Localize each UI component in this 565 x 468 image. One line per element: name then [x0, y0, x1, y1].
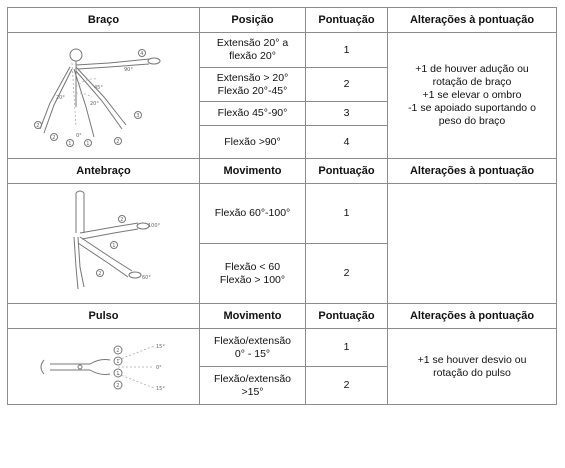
svg-text:1: 1: [67, 140, 71, 147]
wrist-score-header: Pontuação: [306, 304, 388, 329]
wrist-positions-figure: [14, 330, 194, 404]
svg-text:0°: 0°: [155, 364, 162, 371]
arm-row-1-score: 1: [306, 33, 388, 68]
arm-row-1-position: Extensão 20° a flexão 20°: [200, 33, 306, 68]
forearm-adjustments-header: Alterações à pontuação: [388, 159, 557, 184]
wrist-adjustments-header: Alterações à pontuação: [388, 304, 557, 329]
arm-row-4-score: 4: [306, 126, 388, 159]
svg-text:4: 4: [139, 50, 143, 57]
wrist-movement-header: Movimento: [200, 304, 306, 329]
forearm-row-1-movement: Flexão 60°-100°: [200, 184, 306, 244]
svg-text:1: 1: [115, 358, 119, 365]
arm-position-header: Posição: [200, 8, 306, 33]
forearm-header-row: [8, 159, 557, 184]
wrist-row-1-score: 1: [306, 329, 388, 367]
svg-text:20°: 20°: [89, 100, 99, 107]
forearm-row-1-score: 1: [306, 184, 388, 244]
forearm-segment-header: Antebraço: [8, 159, 200, 184]
wrist-row-1-movement: Flexão/extensão 0° - 15°: [200, 329, 306, 367]
arm-row-2-score: 2: [306, 68, 388, 102]
svg-text:15°: 15°: [155, 385, 165, 392]
wrist-adjustments: +1 se houver desvio ou rotação do pulso: [388, 329, 557, 405]
wrist-header-row: [8, 304, 557, 329]
svg-text:2: 2: [97, 270, 101, 277]
svg-text:2: 2: [115, 347, 119, 354]
rula-score-table: [7, 7, 557, 405]
wrist-row-2-score: 2: [306, 367, 388, 405]
forearm-movement-header: Movimento: [200, 159, 306, 184]
upper-arm-positions-figure: [14, 37, 194, 155]
svg-text:1: 1: [111, 242, 115, 249]
forearm-adjustments: [388, 184, 557, 304]
svg-text:90°: 90°: [123, 66, 133, 73]
svg-text:2: 2: [35, 122, 39, 129]
arm-row-3-score: 3: [306, 102, 388, 126]
table-row: [8, 33, 557, 68]
svg-text:1: 1: [85, 140, 89, 147]
arm-segment-header: Braço: [8, 8, 200, 33]
wrist-segment-header: Pulso: [8, 304, 200, 329]
svg-text:0°: 0°: [75, 132, 82, 139]
svg-text:1: 1: [115, 370, 119, 377]
arm-row-4-position: Flexão >90°: [200, 126, 306, 159]
table-row: [8, 184, 557, 244]
arm-adjustments: +1 de houver adução ou rotação de braço +1 se elevar o ombro -1 se apoiado suportando o peso do braço: [388, 33, 557, 159]
svg-text:60°: 60°: [141, 274, 151, 281]
forearm-row-2-score: 2: [306, 244, 388, 304]
arm-header-row: [8, 8, 557, 33]
svg-text:100°: 100°: [147, 222, 160, 229]
svg-text:15°: 15°: [155, 343, 165, 350]
wrist-row-2-movement: Flexão/extensão >15°: [200, 367, 306, 405]
arm-row-3-position: Flexão 45°-90°: [200, 102, 306, 126]
forearm-score-header: Pontuação: [306, 159, 388, 184]
arm-row-2-position: Extensão > 20° Flexão 20°-45°: [200, 68, 306, 102]
forearm-figure-cell: [8, 184, 200, 304]
arm-adjustments-header: Alterações à pontuação: [388, 8, 557, 33]
arm-score-header: Pontuação: [306, 8, 388, 33]
table-row: [8, 329, 557, 367]
forearm-row-2-movement: Flexão < 60 Flexão > 100°: [200, 244, 306, 304]
svg-text:20°: 20°: [55, 94, 65, 101]
wrist-figure-cell: [8, 329, 200, 405]
svg-text:2: 2: [51, 134, 55, 141]
svg-text:2: 2: [119, 216, 123, 223]
svg-text:2: 2: [115, 382, 119, 389]
svg-text:2: 2: [115, 138, 119, 145]
arm-figure-cell: [8, 33, 200, 159]
svg-text:45°: 45°: [93, 84, 103, 91]
svg-text:3: 3: [135, 112, 139, 119]
forearm-positions-figure: [14, 187, 194, 301]
